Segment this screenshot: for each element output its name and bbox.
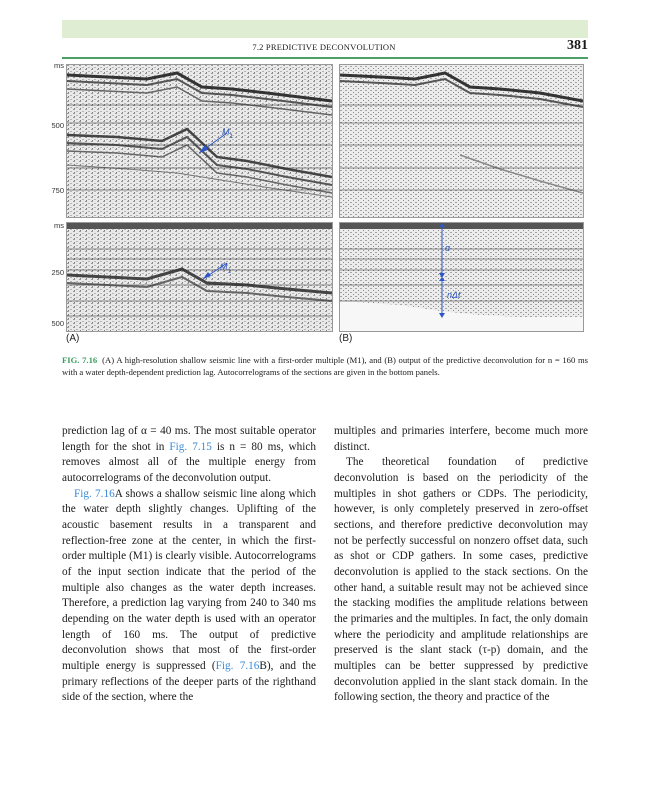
axis-unit-bottom: ms: [54, 221, 64, 230]
header-band: [62, 20, 588, 38]
n-delta-t-label: nΔt: [447, 290, 461, 300]
running-head: 7.2 PREDICTIVE DECONVOLUTION: [252, 42, 396, 52]
multiple-label-top: $M_1$: [222, 127, 234, 140]
body-column-right: [334, 424, 588, 706]
seismic-panel-a-section: [66, 64, 333, 218]
page-number: 381: [567, 38, 588, 53]
figure-link-7-16b[interactable]: Fig. 7.16: [215, 659, 260, 672]
paragraph-right-1: multiples and primaries interfere, become much more distinct.: [334, 425, 588, 453]
panel-letter-b: (B): [339, 333, 353, 344]
autocorrelogram-panel-b: [339, 222, 584, 332]
paragraph-right-2: The theoretical foundation of predictive deconvolution is based on the periodicity of the multiples in shot gathers or CDPs. The periodicity, however, is only completely preserved in zero-offset sections, and therefore predictive deconvolution may not be perfectly successful on nonzero offset data, such as shot or CDP gathers. In some cases, predictive deconvolution is applied to the stack sections. On the other hand, a suitable result may not be achieved since the stacking modifies the amplitude relations between the primaries and the multiples. In fact, the only domain where the periodicity and amplitude relationships are preserved is the slant stack (τ-p) domain, and the multiples can be better suppressed by predictive deconvolution applied in the slant stack domain. In the following section, the theory and practice of the: [334, 456, 588, 704]
autocorrelogram-panel-a: [66, 222, 333, 332]
axis-unit-top: ms: [54, 61, 64, 70]
axis-tick-500-top: 500: [51, 121, 64, 130]
header-rule: [62, 57, 588, 59]
caption-text: (A) A high-resolution shallow seismic line with a first-order multiple (M1), and (B) output of the predictive deconvolution for n = 160 ms with a water depth-dependent prediction lag. Autocorrelograms of the sections are given in the bottom panels.: [62, 355, 588, 378]
axis-tick-750-top: 750: [51, 186, 64, 195]
figure-caption: [62, 354, 588, 378]
paragraph-left-1: prediction lag of α = 40 ms. The most suitable operator length for the shot in Fig. 7.15 is n = 80 ms, which removes almost all of the multiple energy from autocorrelograms of the deconvolution output.: [62, 425, 316, 484]
figure-link-7-15[interactable]: Fig. 7.15: [169, 440, 212, 453]
alpha-label: α: [445, 243, 451, 253]
figure-label: FIG. 7.16: [62, 355, 98, 365]
seismic-panel-b-section: [339, 64, 584, 218]
paragraph-left-2: Fig. 7.16A shows a shallow seismic line along which the water depth slightly changes. Uplifting of the acoustic basement results in a transparent and reflection-free zone at the center, in which the first-order multiple (M1) is clearly visible. Autocorrelograms of the input section indicate that the period of the multiple also changes as the water depth increases. Therefore, a prediction lag varying from 240 to 340 ms depending on the water depth is used with an operator length of 160 ms. The output of predictive deconvolution shows that most of the first-order multiple energy is suppressed (Fig. 7.16B), and the primary reflections of the deeper parts of the righthand side of the section, where the: [62, 487, 316, 704]
axis-tick-500-bottom: 500: [51, 319, 64, 328]
multiple-label-bottom: $M_1$: [220, 262, 232, 275]
body-column-left: [62, 424, 316, 706]
axis-tick-250-bottom: 250: [51, 268, 64, 277]
panel-letter-a: (A): [66, 333, 80, 344]
figure-link-7-16[interactable]: Fig. 7.16: [74, 487, 115, 500]
